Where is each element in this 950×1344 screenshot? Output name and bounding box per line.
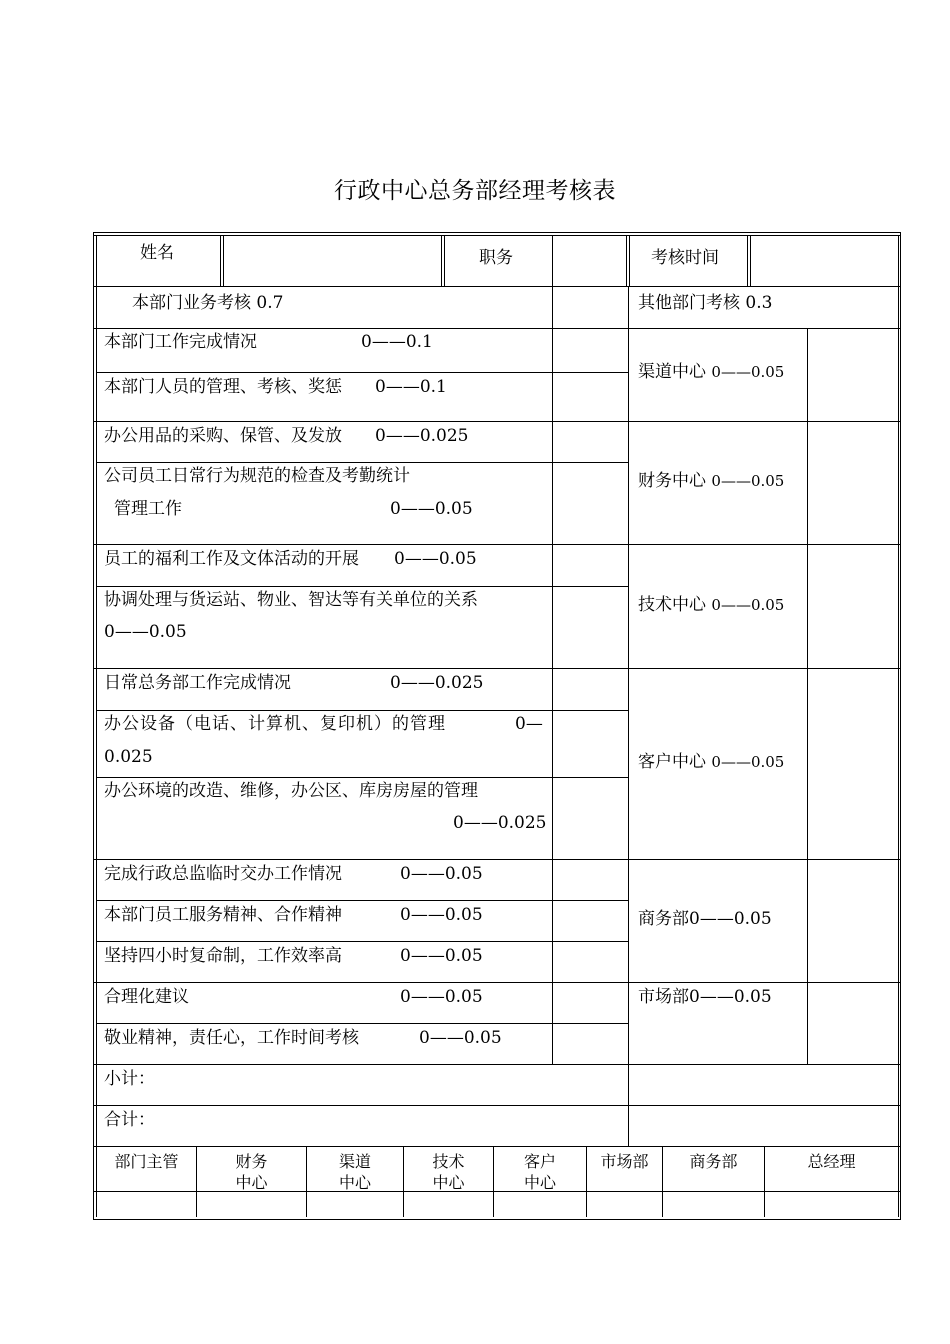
rule — [747, 235, 748, 286]
item-range: 0——0.05 — [104, 622, 187, 642]
other-dept-heading: 其他部门考核 0.3 — [638, 293, 773, 313]
rule — [96, 777, 628, 778]
item-text: 合理化建议 — [104, 987, 189, 1007]
item-text: 本部门员工服务精神、合作精神 — [104, 905, 342, 925]
item-range: 0——0.1 — [375, 377, 447, 397]
item-range: 0——0.05 — [390, 499, 473, 519]
rule — [441, 235, 442, 286]
sig-field[interactable] — [197, 1192, 306, 1217]
item-range: 0——0.025 — [390, 673, 484, 693]
item-text: 本部门工作完成情况 — [104, 332, 257, 352]
name-label: 姓名 — [140, 243, 174, 263]
sig-tech: 技术 中心 — [432, 1152, 465, 1192]
total-field[interactable] — [631, 1108, 897, 1145]
rule — [96, 710, 628, 711]
sig-field[interactable] — [404, 1192, 493, 1217]
rule — [807, 328, 808, 1064]
page-title: 行政中心总务部经理考核表 — [334, 178, 616, 204]
other-dept-name: 商务部0——0.05 — [638, 909, 772, 929]
item-range: 0——0.025 — [375, 426, 469, 446]
rule — [96, 941, 628, 942]
rule — [93, 1146, 901, 1147]
rule — [93, 859, 901, 860]
item-text: 敬业精神，责任心，工作时间考核 — [104, 1028, 359, 1048]
rule — [552, 235, 553, 286]
item-text: 公司员工日常行为规范的检查及考勤统计 — [104, 466, 410, 486]
sig-gm: 总经理 — [807, 1152, 856, 1171]
rule — [96, 462, 628, 463]
sig-market: 市场部 — [600, 1152, 649, 1171]
other-dept-name: 财务中心 0——0.05 — [638, 471, 785, 491]
time-label: 考核时间 — [651, 248, 719, 268]
rule — [750, 235, 751, 286]
item-text: 协调处理与货运站、物业、智达等有关单位的关系 — [104, 590, 478, 610]
position-label: 职务 — [479, 248, 513, 268]
rule — [552, 286, 553, 1064]
sig-finance: 财务 中心 — [235, 1152, 268, 1192]
rule — [93, 544, 901, 545]
rule — [96, 372, 628, 373]
sig-field[interactable] — [494, 1192, 586, 1217]
subtotal-field[interactable] — [631, 1067, 897, 1104]
rule — [93, 421, 901, 422]
item-text: 日常总务部工作完成情况 — [104, 673, 291, 693]
sig-channel: 渠道 中心 — [338, 1152, 371, 1192]
item-text: 坚持四小时复命制，工作效率高 — [104, 946, 342, 966]
other-dept-name: 技术中心 0——0.05 — [638, 595, 785, 615]
sig-business: 商务部 — [689, 1152, 738, 1171]
own-dept-heading: 本部门业务考核 0.7 — [132, 293, 284, 313]
rule — [93, 982, 901, 983]
rule — [629, 235, 630, 286]
item-text: 本部门人员的管理、考核、奖惩 — [104, 377, 342, 397]
rule — [93, 1105, 901, 1106]
item-text: 完成行政总监临时交办工作情况 — [104, 864, 342, 884]
sig-field[interactable] — [765, 1192, 898, 1217]
item-range: 0——0.05 — [400, 987, 483, 1007]
sig-customer: 客户 中心 — [523, 1152, 556, 1192]
rule — [220, 235, 221, 286]
rule — [96, 900, 628, 901]
item-range: 0——0.05 — [400, 864, 483, 884]
item-range: 0——0.05 — [394, 549, 477, 569]
item-range: 0— — [515, 714, 543, 734]
item-text: 办公设备（电话、计算机、复印机）的管理 — [104, 714, 446, 734]
name-field[interactable] — [225, 238, 439, 284]
rule — [93, 286, 901, 287]
rule — [626, 235, 627, 286]
sig-dept-head: 部门主管 — [114, 1152, 179, 1171]
item-range-line2: 0.025 — [104, 747, 153, 767]
rule — [93, 328, 901, 329]
subtotal-label: 小计： — [104, 1069, 155, 1089]
sig-field[interactable] — [663, 1192, 764, 1217]
rule — [96, 1023, 628, 1024]
item-range: 0——0.05 — [400, 905, 483, 925]
rule — [96, 586, 628, 587]
other-dept-name: 渠道中心 0——0.05 — [638, 362, 785, 382]
rule — [96, 235, 97, 1217]
rule — [93, 235, 901, 236]
item-range: 0——0.05 — [400, 946, 483, 966]
sig-field[interactable] — [97, 1192, 196, 1217]
item-text: 员工的福利工作及文体活动的开展 — [104, 549, 359, 569]
other-dept-name: 市场部0——0.05 — [638, 987, 772, 1007]
rule — [93, 668, 901, 669]
item-range: 0——0.1 — [361, 332, 433, 352]
item-range: 0——0.05 — [419, 1028, 502, 1048]
other-dept-name: 客户中心 0——0.05 — [638, 752, 785, 772]
rule — [628, 286, 629, 1146]
sig-field[interactable] — [307, 1192, 403, 1217]
total-label: 合计： — [104, 1110, 155, 1130]
rule — [223, 235, 224, 286]
rule — [898, 235, 899, 1217]
item-range: 0——0.025 — [453, 813, 547, 833]
position-field[interactable] — [555, 238, 625, 284]
time-field[interactable] — [752, 238, 896, 284]
item-text: 办公用品的采购、保管、及发放 — [104, 426, 342, 446]
sig-field[interactable] — [587, 1192, 662, 1217]
item-text: 办公环境的改造、维修，办公区、库房房屋的管理 — [104, 781, 478, 801]
rule — [444, 235, 445, 286]
item-text-line2: 管理工作 — [114, 499, 182, 519]
rule — [93, 1064, 901, 1065]
